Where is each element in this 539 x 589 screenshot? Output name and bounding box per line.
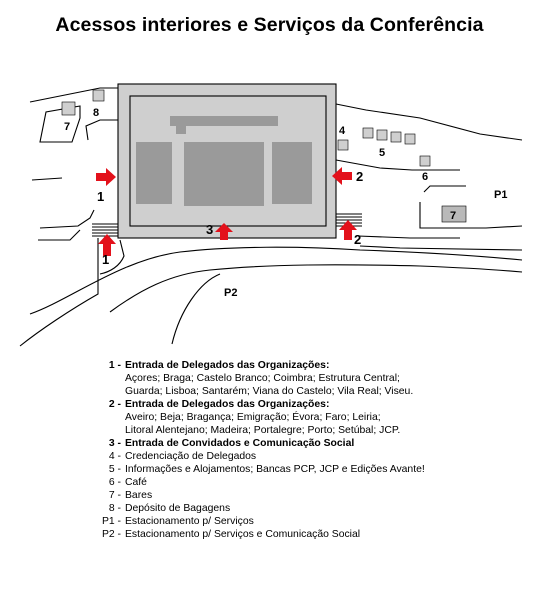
service-4-box (338, 140, 348, 150)
label-service-7-left: 7 (64, 121, 71, 133)
stage (170, 116, 278, 126)
legend-heading: Entrada de Delegados das Organizações: (125, 360, 330, 371)
legend-num: 7 - (108, 490, 121, 501)
legend-text: Estacionamento p/ Serviços e Comunicação Social (125, 529, 361, 540)
legend-num: 3 - (108, 438, 121, 449)
legend-line: Aveiro; Beja; Bragança; Emigração; Évora; Faro; Leiria; (125, 412, 381, 423)
legend-line: Açores; Braga; Castelo Branco; Coimbra; Estrutura Central; (125, 373, 400, 384)
road-right-low (360, 246, 522, 250)
service-5-boxes (363, 128, 415, 144)
legend-heading: Entrada de Delegados das Organizações: (125, 399, 330, 410)
label-service-7-right: 7 (450, 210, 457, 222)
legend-num: 6 - (108, 477, 121, 488)
stairs-left (92, 224, 118, 236)
legend-text: Depósito de Bagagens (125, 503, 231, 514)
arrow-entrance-1-left (96, 168, 116, 186)
service-7-left-box (62, 102, 75, 115)
road-right-low2 (358, 236, 460, 238)
hall-left (136, 142, 172, 204)
legend-text: Estacionamento p/ Serviços (125, 516, 254, 527)
road-left-lower (40, 210, 94, 228)
label-parking-p2: P2 (224, 287, 238, 299)
legend-text: Informações e Alojamentos; Bancas PCP, JCP e Edições Avante! (125, 464, 425, 475)
legend-num: 5 - (108, 464, 121, 475)
label-access-1-bottom: 1 (102, 252, 110, 267)
legend-line: Guarda; Lisboa; Santarém; Viana do Castelo; Vila Real; Viseu. (125, 386, 414, 397)
road-main-curve-2 (110, 265, 522, 312)
label-parking-p1: P1 (494, 189, 508, 201)
legend-text: Café (125, 477, 147, 488)
road-right-mid (336, 160, 460, 170)
legend-line: Litoral Alentejano; Madeira; Portalegre; Porto; Setúbal; JCP. (125, 425, 401, 436)
road-main-curve-4 (20, 238, 98, 346)
hall-right (272, 142, 312, 204)
road-right-p1 (424, 186, 466, 192)
legend-num: 2 - (108, 399, 121, 410)
stage-front (176, 124, 186, 134)
legend-num: P1 - (101, 516, 121, 527)
legend-num: P2 - (101, 529, 121, 540)
service-8-box (93, 90, 104, 101)
label-service-6: 6 (422, 171, 429, 183)
road-main-curve-3 (172, 274, 220, 344)
hall-center (184, 142, 264, 206)
service-6-box (420, 156, 430, 166)
label-service-5: 5 (379, 147, 386, 159)
road-right-p1b (420, 202, 522, 228)
road-left-top (30, 88, 118, 102)
label-access-2-bottom: 2 (354, 232, 362, 247)
label-service-4: 4 (339, 125, 346, 137)
legend-num: 1 - (108, 360, 121, 371)
legend-num: 4 - (108, 451, 121, 462)
legend-heading: Entrada de Convidados e Comunicação Social (125, 438, 355, 449)
legend-text: Bares (125, 490, 153, 501)
label-service-8: 8 (93, 107, 100, 119)
road-left-lower2 (38, 230, 80, 240)
road-left-mid (86, 120, 118, 140)
legend-text: Credenciação de Delegados (125, 451, 257, 462)
venue-map (0, 60, 539, 350)
label-access-1-left: 1 (97, 189, 105, 204)
legend-num: 8 - (108, 503, 121, 514)
label-access-2-right: 2 (356, 169, 364, 184)
label-access-3: 3 (206, 222, 214, 237)
road-left-side (32, 178, 62, 180)
page-title: Acessos interiores e Serviços da Conferência (55, 14, 484, 36)
